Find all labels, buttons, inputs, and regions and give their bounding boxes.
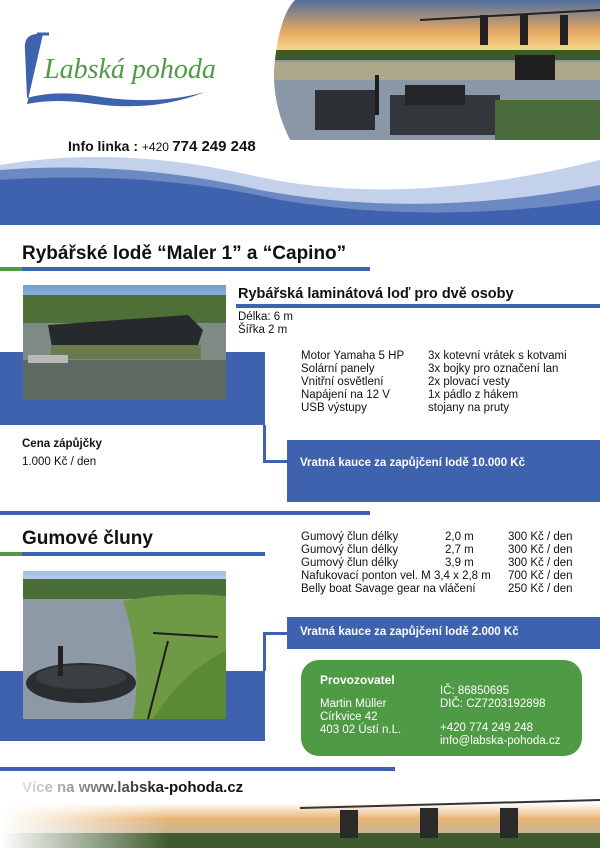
info-label: Info linka : [68, 138, 142, 154]
item-price: 250 Kč / den [508, 583, 573, 595]
item-price: 700 Kč / den [508, 570, 573, 582]
boat-price-list [301, 531, 600, 597]
section1-deposit-text: Vratná kauce za zapůjčení lodě 10.000 Kč [300, 457, 525, 469]
item-size: 2,7 m [445, 544, 474, 556]
section2-deposit-text: Vratná kauce za zapůjčení lodě 2.000 Kč [300, 626, 519, 638]
item-price: 300 Kč / den [508, 557, 573, 569]
item-size: 3,9 m [445, 557, 474, 569]
operator-city: 403 02 Ústí n.L. [320, 724, 402, 736]
features-right [428, 350, 567, 415]
header [0, 0, 600, 225]
logo-text: Labská pohoda [44, 54, 216, 85]
operator-ico: IČ: 86850695 [440, 685, 510, 697]
operator-box [301, 660, 582, 756]
section1-dims [238, 311, 293, 337]
feature-item: Napájení na 12 V [301, 389, 390, 401]
section1-title: Rybářské lodě “Maler 1” a “Capino” [22, 243, 347, 264]
section2-title: Gumové čluny [22, 528, 153, 549]
item-name: Gumový člun délky [301, 531, 399, 543]
feature-item: Motor Yamaha 5 HP [301, 350, 405, 362]
operator-name: Martin Müller [320, 698, 387, 710]
section1-subtitle: Rybářská laminátová loď pro dvě osoby [238, 286, 514, 302]
feature-item: stojany na pruty [428, 402, 510, 414]
dim-width: Šířka 2 m [238, 324, 288, 336]
list-item [301, 557, 600, 570]
section2-deposit-box [287, 617, 600, 649]
item-size: 2,0 m [445, 531, 474, 543]
section1-subtitle-underline [236, 304, 600, 308]
operator-contacts [440, 722, 560, 748]
item-price: 300 Kč / den [508, 544, 573, 556]
price-value: 1.000 Kč / den [22, 456, 97, 468]
operator-email[interactable]: info@labska-pohoda.cz [440, 735, 561, 747]
section1-title-underline [0, 267, 370, 271]
feature-item: Solární panely [301, 363, 375, 375]
operator-ids [440, 685, 545, 711]
operator-address [320, 698, 401, 737]
feature-item: Vnitřní osvětlení [301, 376, 384, 388]
section2-connector-v [263, 632, 266, 671]
header-photo [270, 0, 600, 140]
info-prefix: +420 [141, 140, 173, 154]
item-name: Gumový člun délky [301, 544, 399, 556]
list-item [301, 531, 600, 544]
info-number[interactable]: 774 249 248 [172, 138, 256, 155]
operator-dic: DIČ: CZ7203192898 [440, 698, 546, 710]
section1-connector-v [263, 425, 266, 462]
operator-heading: Provozovatel [320, 673, 395, 687]
boat-photo [23, 285, 226, 400]
item-name: Gumový člun délky [301, 557, 399, 569]
features-left [301, 350, 404, 415]
feature-item: 1x pádlo z hákem [428, 389, 519, 401]
footer-photo [0, 778, 600, 848]
price-label: Cena zápůjčky [22, 438, 102, 450]
inflatable-boat-photo [23, 571, 226, 719]
section2-title-underline [0, 552, 265, 556]
operator-street: Církvice 42 [320, 711, 378, 723]
section1-connector-h [263, 460, 287, 463]
section2-top-line [0, 511, 370, 515]
list-item [301, 583, 600, 596]
feature-item: 3x kotevní vrátek s kotvami [428, 350, 567, 362]
item-name: Belly boat Savage gear na vláčení [301, 583, 476, 595]
item-price: 300 Kč / den [508, 531, 573, 543]
feature-item: USB výstupy [301, 402, 367, 414]
footer-top-line [0, 767, 395, 771]
section2-connector-h [263, 632, 287, 635]
item-name: Nafukovací ponton vel. M 3,4 x 2,8 m [301, 570, 491, 582]
list-item [301, 544, 600, 557]
feature-item: 2x plovací vesty [428, 376, 510, 388]
list-item [301, 570, 600, 583]
operator-phone[interactable]: +420 774 249 248 [440, 722, 534, 734]
header-waves [0, 140, 600, 225]
feature-item: 3x bojky pro označení lan [428, 363, 559, 375]
section1-deposit-box [287, 440, 600, 502]
dim-length: Délka: 6 m [238, 311, 293, 323]
